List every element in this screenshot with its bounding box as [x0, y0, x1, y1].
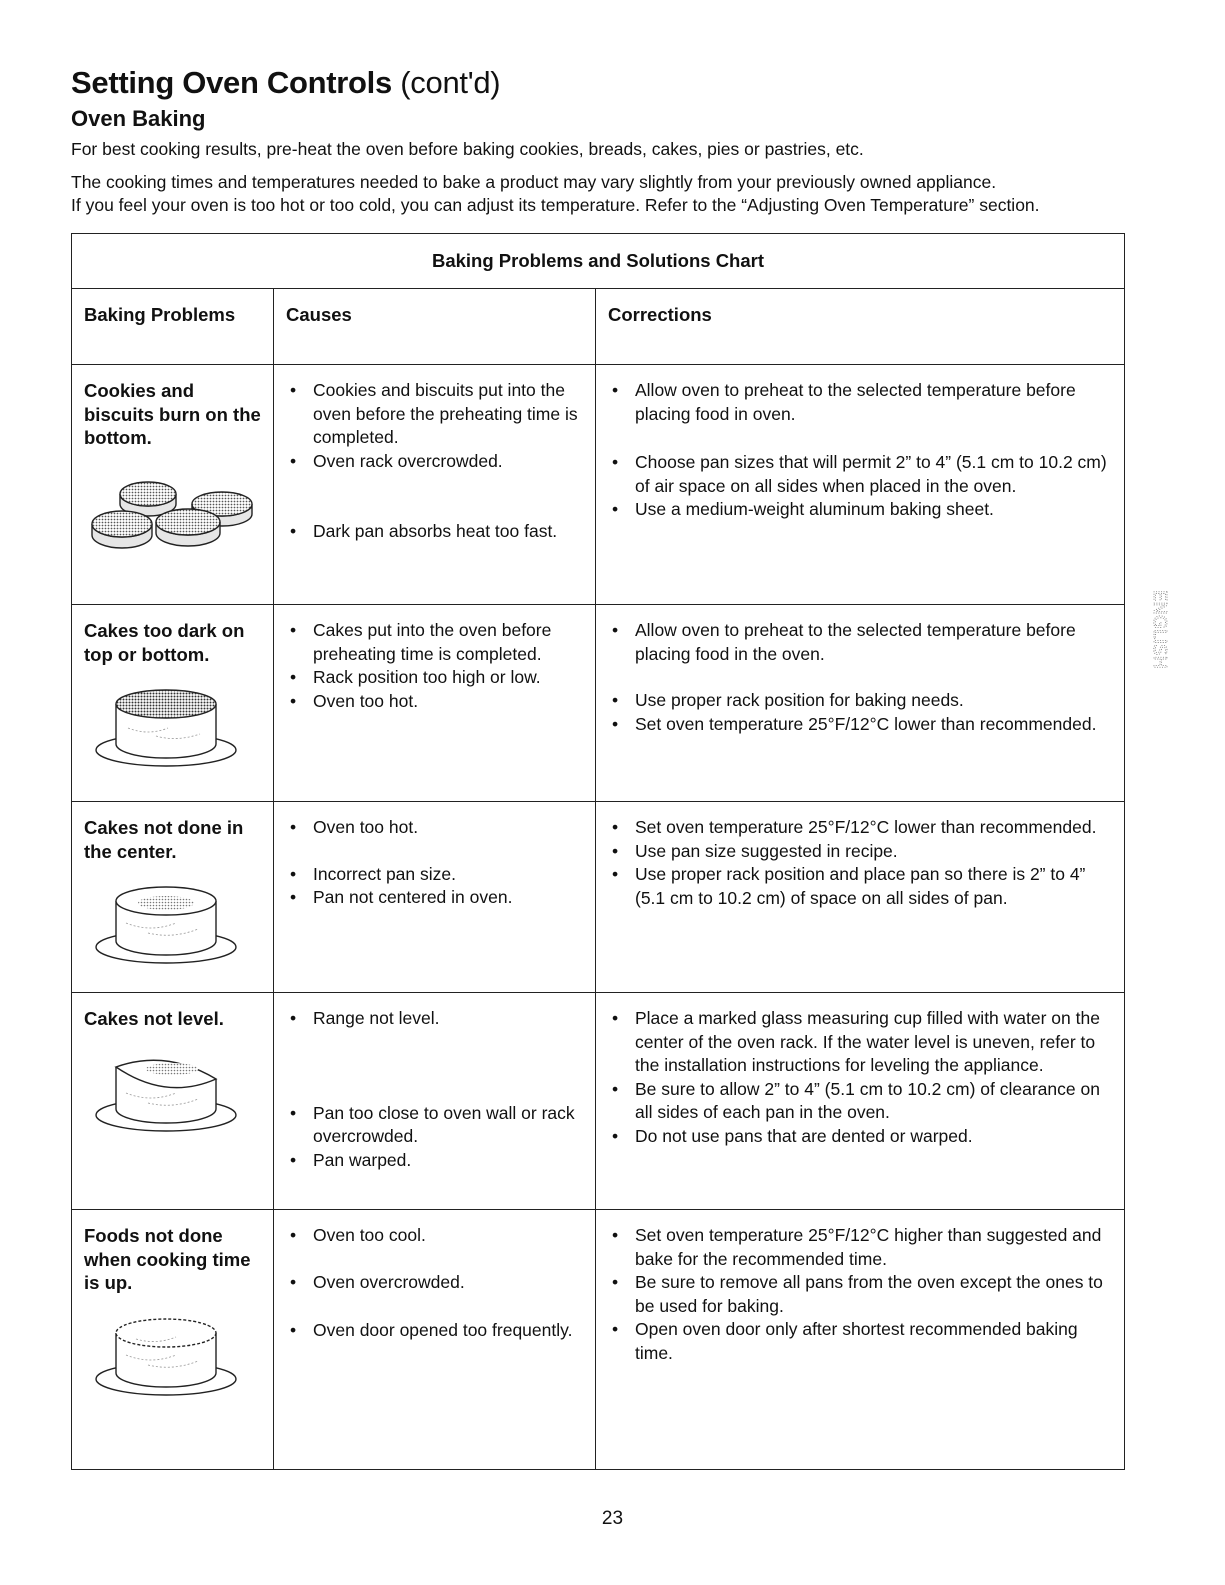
causes-list — [286, 1007, 587, 1172]
problem-cell — [72, 1210, 274, 1470]
side-tab-text: ENGLISH — [1149, 590, 1170, 670]
list-item: • Choose pan sizes that will permit 2” to 4” (5.1 cm to 10.2 cm) of air space on all sides when placed in the oven. — [608, 451, 1116, 498]
list-item: • Pan not centered in oven. — [286, 886, 587, 910]
list-item: • Place a marked glass measuring cup filled with water on the center of the oven rack. If the water level is uneven, refer to the installation instructions for leveling the appliance. — [608, 1007, 1116, 1078]
sunken-cake-icon — [86, 877, 246, 972]
title-contd: (cont'd) — [400, 65, 501, 100]
corrections-cell — [596, 365, 1125, 605]
causes-cell — [274, 802, 596, 993]
table-row — [72, 365, 1125, 605]
cookies-icon — [86, 464, 261, 559]
list-item: • Open oven door only after shortest recommended baking time. — [608, 1318, 1116, 1365]
page-title — [71, 66, 500, 100]
pale-cake-icon — [86, 1309, 246, 1404]
problem-cell — [72, 605, 274, 802]
list-item: • Oven too cool. — [286, 1224, 587, 1248]
list-item: • Cakes put into the oven before preheating time is completed. — [286, 619, 587, 666]
baking-problems-chart — [71, 233, 1125, 1470]
title-main: Setting Oven Controls — [71, 65, 392, 100]
intro-paragraph-3: If you feel your oven is too hot or too cold, you can adjust its temperature. Refer to the “Adjusting Oven Temperature” section. — [71, 195, 1040, 215]
causes-list — [286, 379, 587, 544]
dark-cake-icon — [86, 680, 246, 775]
corrections-list — [608, 379, 1116, 522]
list-item: • Cookies and biscuits put into the oven before the preheating time is completed. — [286, 379, 587, 450]
problem-cell — [72, 993, 274, 1210]
causes-list — [286, 816, 587, 910]
causes-cell — [274, 605, 596, 802]
problem-label: Cakes not level. — [84, 1008, 224, 1029]
corrections-cell — [596, 1210, 1125, 1470]
list-item: • Allow oven to preheat to the selected temperature before placing food in oven. — [608, 379, 1116, 426]
problem-label: Cookies and biscuits burn on the bottom. — [84, 380, 261, 449]
causes-cell — [274, 993, 596, 1210]
list-item: • Use a medium-weight aluminum baking sheet. — [608, 498, 1116, 522]
list-item: • Pan warped. — [286, 1149, 587, 1173]
corrections-cell — [596, 605, 1125, 802]
corrections-cell — [596, 802, 1125, 993]
column-header-problems: Baking Problems — [72, 289, 274, 365]
table-row — [72, 802, 1125, 993]
causes-list — [286, 619, 587, 713]
list-item: • Rack position too high or low. — [286, 666, 587, 690]
list-item: • Oven overcrowded. — [286, 1271, 587, 1295]
intro-paragraph-1: For best cooking results, pre-heat the oven before baking cookies, breads, cakes, pies or pastries, etc. — [71, 139, 864, 159]
column-header-causes: Causes — [274, 289, 596, 365]
list-item: • Oven too hot. — [286, 816, 587, 840]
list-item: • Incorrect pan size. — [286, 863, 587, 887]
corrections-list — [608, 816, 1116, 910]
column-header-corrections: Corrections — [596, 289, 1125, 365]
causes-list — [286, 1224, 587, 1343]
problem-label: Cakes too dark on top or bottom. — [84, 620, 245, 665]
list-item: • Set oven temperature 25°F/12°C lower than recommended. — [608, 816, 1116, 840]
tilted-cake-icon — [86, 1045, 246, 1140]
table-row — [72, 605, 1125, 802]
corrections-cell — [596, 993, 1125, 1210]
list-item: • Do not use pans that are dented or warped. — [608, 1125, 1116, 1149]
intro-paragraph-2: The cooking times and temperatures needed to bake a product may vary slightly from your previously owned appliance. — [71, 172, 997, 192]
section-subtitle: Oven Baking — [71, 106, 206, 131]
list-item: • Set oven temperature 25°F/12°C higher than suggested and bake for the recommended time. — [608, 1224, 1116, 1271]
list-item: • Use proper rack position and place pan so there is 2” to 4” (5.1 cm to 10.2 cm) of space on all sides of pan. — [608, 863, 1116, 910]
list-item: • Oven too hot. — [286, 690, 587, 714]
list-item: • Oven rack overcrowded. — [286, 450, 587, 474]
list-item: • Oven door opened too frequently. — [286, 1319, 587, 1343]
problem-label: Cakes not done in the center. — [84, 817, 244, 862]
list-item: • Set oven temperature 25°F/12°C lower than recommended. — [608, 713, 1116, 737]
problem-cell — [72, 365, 274, 605]
causes-cell — [274, 1210, 596, 1470]
corrections-list — [608, 1007, 1116, 1149]
list-item: • Allow oven to preheat to the selected temperature before placing food in the oven. — [608, 619, 1116, 666]
list-item: • Use proper rack position for baking needs. — [608, 689, 1116, 713]
list-item: • Be sure to allow 2” to 4” (5.1 cm to 10.2 cm) of clearance on all sides of each pan in the oven. — [608, 1078, 1116, 1125]
chart-caption: Baking Problems and Solutions Chart — [72, 234, 1125, 289]
list-item: • Pan too close to oven wall or rack overcrowded. — [286, 1102, 587, 1149]
causes-cell — [274, 365, 596, 605]
corrections-list — [608, 1224, 1116, 1366]
corrections-list — [608, 619, 1116, 736]
problem-cell — [72, 802, 274, 993]
language-side-tab — [1136, 590, 1186, 710]
page-number: 23 — [601, 1508, 624, 1529]
table-row — [72, 1210, 1125, 1470]
problem-label: Foods not done when cooking time is up. — [84, 1225, 251, 1294]
table-row — [72, 993, 1125, 1210]
list-item: • Use pan size suggested in recipe. — [608, 840, 1116, 864]
list-item: • Be sure to remove all pans from the oven except the ones to be used for baking. — [608, 1271, 1116, 1318]
list-item: • Dark pan absorbs heat too fast. — [286, 520, 587, 544]
list-item: • Range not level. — [286, 1007, 587, 1031]
